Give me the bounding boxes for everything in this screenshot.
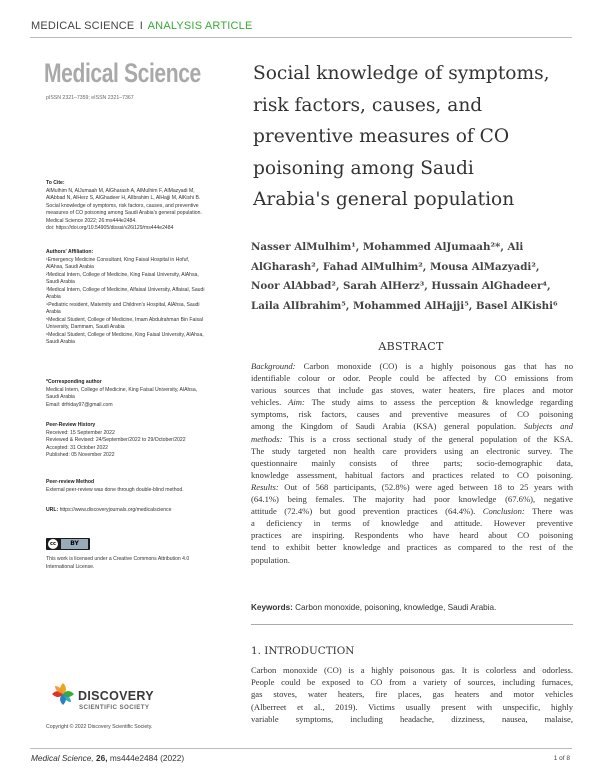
review-line: Reviewed & Revised: 24/September/2022 to 29/October/2022 bbox=[46, 437, 186, 443]
abstract-heading: ABSTRACT bbox=[378, 340, 444, 353]
abstract-line: identifiable colour or odor. People could be affected by CO emissions from bbox=[251, 373, 573, 384]
author-list bbox=[251, 238, 573, 316]
footer-article: ms444e2484 (2022) bbox=[109, 753, 185, 763]
affiliation-line: University, Dammam, Saudi Arabia bbox=[46, 324, 125, 330]
discovery-logo-icon bbox=[50, 681, 76, 707]
journal-wordmark: Medical Science bbox=[44, 58, 201, 88]
introduction-heading: 1. INTRODUCTION bbox=[251, 645, 355, 657]
affiliation-line: Saudi Arabia bbox=[46, 279, 75, 285]
intro-line: (Alberreet et al., 2019). Victims usually present with unspecific, highly bbox=[251, 701, 573, 712]
cite-line: AlMulhim N, AlJumaah M, AlGharash A, AlMulhim F, AlMazyadi M, bbox=[46, 187, 195, 194]
intro-line: variable symptoms, including headache, dizziness, nausea, malaise, bbox=[251, 713, 573, 724]
affiliation-line: ⁶Medical Student, College of Medicine, King Faisal University, AlAhsa, bbox=[46, 331, 204, 338]
intro-line: Carbon monoxide (CO) is a highly poisonous gas. It is colorless and odorless. bbox=[251, 665, 573, 675]
corresponding-block bbox=[46, 379, 222, 409]
author-line: Nasser AlMulhim¹, Mohammed AlJumaah²*, Ali bbox=[251, 241, 524, 253]
keywords-text: Carbon monoxide, poisoning, knowledge, Saudi Arabia. bbox=[295, 603, 497, 612]
affiliation-line: ²Medical Intern, College of Medicine, King Faisal University, AlAhsa, bbox=[46, 271, 199, 278]
cite-line: measures of CO poisoning among Saudi Arabia's general population. bbox=[46, 210, 202, 216]
url-block bbox=[46, 507, 222, 515]
abstract-line: various sources that include gas stoves, water heaters, fire places and motor bbox=[251, 385, 573, 396]
cite-line: Social knowledge of symptoms, risk factors, causes, and preventive bbox=[46, 202, 199, 209]
abstract-line bbox=[251, 360, 573, 372]
subjects-label: Subjects and bbox=[523, 421, 573, 432]
copyright: Copyright © 2022 Discovery Scientific Society. bbox=[46, 724, 153, 730]
keywords-label: Keywords: bbox=[251, 603, 293, 612]
methods-label: methods: bbox=[251, 433, 283, 444]
intro-line: People could be exposed to CO from a variety of sources, including furnaces, bbox=[251, 677, 573, 688]
header-separator: I bbox=[139, 20, 143, 32]
footer-divider bbox=[30, 748, 572, 749]
cite-line: Medical Science 2022; 26:ms444e2484. bbox=[46, 217, 137, 224]
publisher-name: DISCOVERY bbox=[78, 689, 154, 703]
by-icon: BY bbox=[61, 539, 88, 549]
author-line: Noor AlAbbad², Sarah AlHerz³, Hussain AlGhadeer⁴, bbox=[251, 280, 551, 292]
introduction-body bbox=[251, 664, 573, 725]
review-line: Received: 15 September 2022 bbox=[46, 429, 115, 436]
article-title bbox=[253, 58, 573, 216]
abstract-text: Out of 568 participants, (52.8%) were aged between 18 to 25 years with bbox=[284, 481, 573, 492]
abstract-text: Carbon monoxide (CO) is a highly poisonous gas that has no bbox=[303, 361, 573, 371]
affiliation-block bbox=[46, 249, 222, 347]
review-line: Published: 05 November 2022 bbox=[46, 452, 115, 458]
license-block bbox=[46, 556, 222, 571]
intro-line: gas stoves, water heaters, fire places, gas heaters and motor vehicles bbox=[251, 689, 573, 700]
header-divider bbox=[30, 37, 572, 38]
abstract-body bbox=[251, 360, 573, 566]
title-line: poisoning among Saudi bbox=[253, 157, 474, 179]
license-line: International License. bbox=[46, 563, 95, 570]
cite-line: AlAbbad N, AlHerz S, AlGhadeer H, AlIbrahim L, AlHajji M, AlKishi B. bbox=[46, 195, 201, 201]
affiliation-line: Arabia bbox=[46, 309, 61, 315]
affiliation-line: ¹Emergency Medicine Consultant, King Faisal Hospital in Hofuf, bbox=[46, 256, 190, 263]
title-line: risk factors, causes, and bbox=[253, 94, 483, 116]
affiliation-line: ⁴Pediatric resident, Maternity and Children's Hospital, AlAhsa, Saudi bbox=[46, 301, 200, 308]
page-number: 1 of 8 bbox=[553, 755, 570, 762]
review-line: Accepted: 31 October 2022 bbox=[46, 444, 109, 451]
abstract-line: questionnaire mainly consists of three parts; socio-demographic data, bbox=[251, 457, 573, 468]
abstract-line: (64.1%) being females. The majority had poor knowledge (67.6%), negative bbox=[251, 494, 573, 505]
abstract-line bbox=[251, 396, 573, 408]
affiliation-line: AlAhsa, Saudi Arabia bbox=[46, 264, 94, 270]
journal-url-link[interactable]: https://www.discoveryjournals.org/medicalscience bbox=[59, 507, 172, 513]
abstract-line: a deficiency in terms of knowledge and attitude. However preventive bbox=[251, 518, 573, 529]
footer-citation bbox=[31, 753, 184, 763]
review-heading: Peer-Review History bbox=[46, 422, 96, 428]
running-header bbox=[31, 20, 253, 32]
abstract-line bbox=[251, 433, 573, 445]
keywords bbox=[251, 603, 496, 612]
review-method-block bbox=[46, 479, 222, 494]
corresponding-line: Saudi Arabia bbox=[46, 394, 75, 400]
abstract-text: There was bbox=[532, 506, 573, 517]
corresponding-heading: *Corresponding author bbox=[46, 379, 102, 385]
conclusion-label: Conclusion: bbox=[482, 506, 525, 517]
abstract-line: tend to exhibit better knowledge and practices as compared to the rest of the bbox=[251, 542, 573, 553]
abstract-line bbox=[251, 505, 573, 517]
abstract-line bbox=[251, 481, 573, 493]
abstract-line: The study targeted non health care providers using an electronic survey. The bbox=[251, 445, 573, 456]
footer-journal: Medical Science, bbox=[31, 753, 94, 763]
abstract-line: population. bbox=[251, 554, 290, 565]
aim-label: Aim: bbox=[288, 397, 305, 408]
url-label: URL: bbox=[46, 507, 59, 513]
header-article-type: ANALYSIS ARTICLE bbox=[147, 20, 253, 32]
author-line: Laila AlIbrahim⁵, Mohammed AlHajji⁵, Basel AlKishi⁶ bbox=[251, 299, 558, 312]
abstract-text: vehicles. bbox=[251, 397, 282, 408]
background-label: Background: bbox=[251, 361, 296, 371]
keywords-divider bbox=[251, 624, 573, 625]
abstract-line: symptoms, risk factors, causes and preventive measures of CO poisoning bbox=[251, 409, 573, 420]
footer-volume: 26, bbox=[96, 753, 108, 763]
abstract-line: knowledge assessment, habitual factors and practices related to CO poisoning. bbox=[251, 469, 573, 480]
journal-issn: pISSN 2321–7359; eISSN 2321–7367 bbox=[46, 95, 134, 101]
corresponding-email[interactable]: Email: drfriday97@gmail.com bbox=[46, 401, 113, 408]
title-line: preventive measures of CO bbox=[253, 126, 510, 147]
cite-doi[interactable]: doi: https://doi.org/10.54905/disssi/v26i129/ms444e2484 bbox=[46, 225, 174, 231]
abstract-text: The study aims to assess the perception & knowledge regarding bbox=[311, 397, 574, 408]
title-line: Social knowledge of symptoms, bbox=[253, 63, 550, 84]
affiliation-line: Saudi Arabia bbox=[46, 339, 75, 345]
cc-by-badge[interactable] bbox=[46, 538, 90, 550]
cite-heading: To Cite: bbox=[46, 180, 65, 186]
affiliation-heading: Authors' Affiliation: bbox=[46, 249, 94, 255]
affiliation-line: ³Medical Intern, College of Medicine, Alfaisal University, Alfaisal, Saudi bbox=[46, 286, 205, 293]
results-label: Results: bbox=[251, 481, 279, 492]
title-line: Arabia's general population bbox=[253, 189, 515, 210]
abstract-text: among the Kingdom of Saudi Arabia (KSA) general population. bbox=[251, 421, 516, 432]
publisher-tagline: SCIENTIFIC SOCIETY bbox=[79, 704, 150, 711]
corresponding-line: Medical Intern, College of Medicine, King Faisal University, AlAhsa, bbox=[46, 386, 198, 393]
cc-icon: cc bbox=[48, 539, 58, 549]
author-line: AlGharash², Fahad AlMulhim², Mousa AlMazyadi², bbox=[251, 260, 540, 273]
abstract-text: This is a cross sectional study of the general population of the KSA. bbox=[288, 433, 574, 444]
abstract-line: practices are inspiring. Respondents who have heard about CO poisoning bbox=[251, 530, 573, 541]
affiliation-line: Arabia bbox=[46, 294, 61, 300]
header-section: MEDICAL SCIENCE bbox=[31, 20, 135, 32]
license-line: This work is licensed under a Creative Commons Attribution 4.0 bbox=[46, 556, 190, 562]
affiliation-line: ⁵Medical Student, College of Medicine, Imam Abdulrahman Bin Faisal bbox=[46, 316, 203, 323]
citation-block bbox=[46, 180, 222, 233]
review-history-block bbox=[46, 422, 222, 460]
method-line: External peer-review was done through double-blind method. bbox=[46, 486, 184, 493]
abstract-text: attitude (72.4%) but good prevention practices (64.4%). bbox=[251, 506, 476, 517]
abstract-line bbox=[251, 420, 573, 432]
method-heading: Peer-review Method bbox=[46, 479, 95, 485]
